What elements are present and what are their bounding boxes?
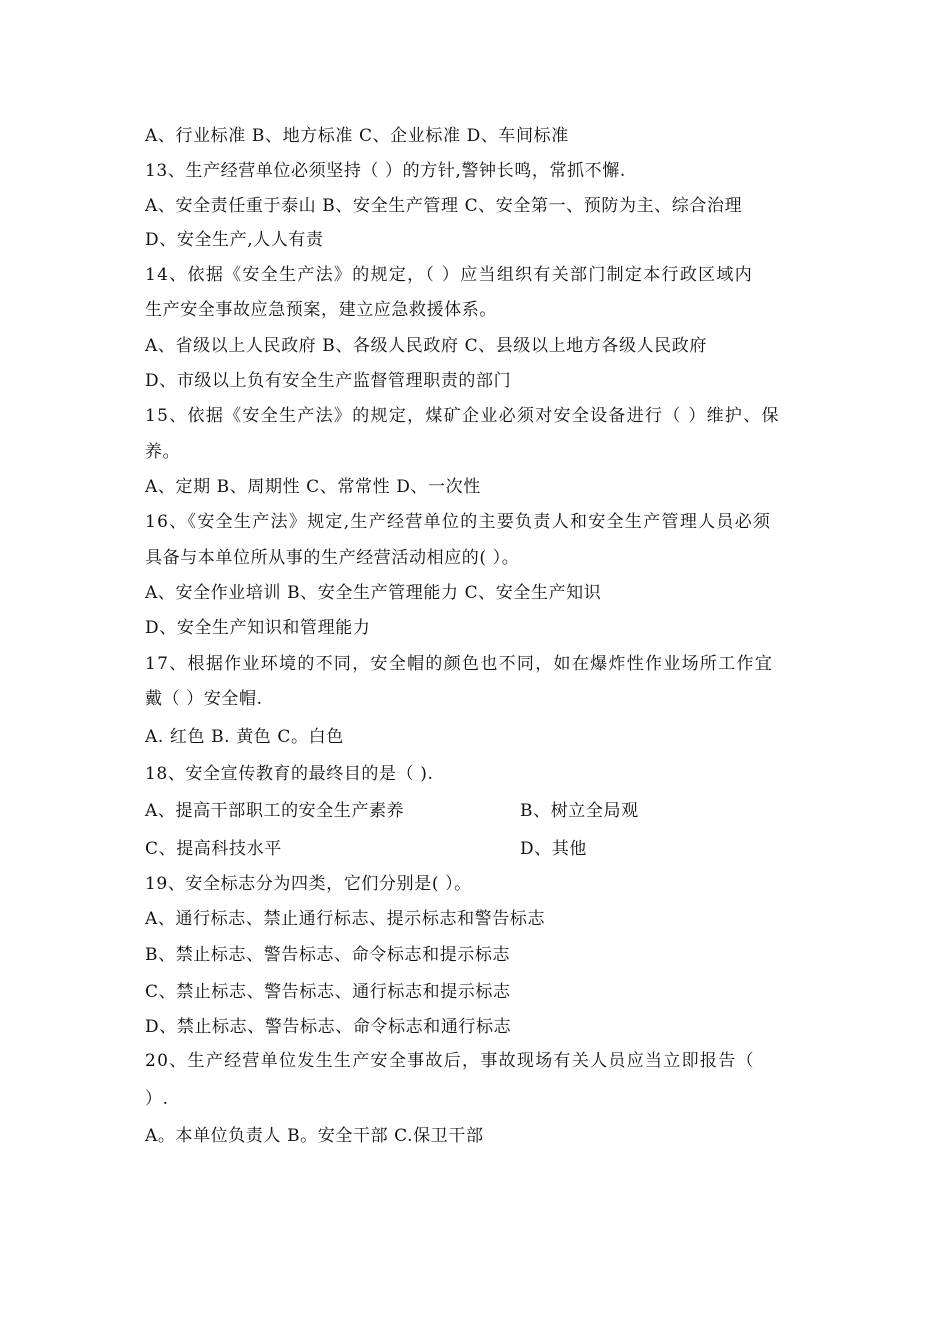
q19-option-d: D、禁止标志、警告标志、命令标志和通行标志 (145, 1017, 512, 1037)
q18-option-b: B、树立全局观 (520, 801, 639, 821)
q18-option-a: A、提高干部职工的安全生产素养 (145, 801, 405, 821)
q16-options-abc: A、安全作业培训 B、安全生产管理能力 C、安全生产知识 (145, 583, 602, 603)
q20-question: 20、生产经营单位发生生产安全事故后，事故现场有关人员应当立即报告（ (145, 1051, 755, 1071)
q18-option-d: D、其他 (520, 839, 588, 859)
q16-question: 16、《安全生产法》规定,生产经营单位的主要负责人和安全生产管理人员必须 (145, 512, 772, 532)
q20-question-cont: ）. (145, 1089, 169, 1109)
q15-options: A、定期 B、周期性 C、常常性 D、一次性 (145, 477, 481, 497)
q19-option-c: C、禁止标志、警告标志、通行标志和提示标志 (145, 982, 511, 1002)
q12-options: A、行业标准 B、地方标准 C、企业标准 D、车间标准 (145, 126, 569, 146)
q19-question: 19、安全标志分为四类，它们分别是( ）。 (145, 874, 472, 894)
q13-options-abc: A、安全责任重于泰山 B、安全生产管理 C、安全第一、预防为主、综合治理 (145, 196, 743, 216)
q17-question-cont: 戴（ ）安全帽. (145, 689, 263, 709)
q14-option-d: D、市级以上负有安全生产监督管理职责的部门 (145, 371, 512, 391)
q13-question: 13、生产经营单位必须坚持（ ）的方针,警钟长鸣，常抓不懈. (145, 161, 626, 181)
q14-question: 14、依据《安全生产法》的规定，（ ）应当组织有关部门制定本行政区域内 (145, 265, 754, 285)
q18-question: 18、安全宣传教育的最终目的是（ ). (145, 764, 434, 784)
q14-question-cont: 生产安全事故应急预案，建立应急救援体系。 (145, 300, 497, 320)
q15-question: 15、依据《安全生产法》的规定，煤矿企业必须对安全设备进行（ ）维护、保 (145, 406, 780, 426)
q14-options-abc: A、省级以上人民政府 B、各级人民政府 C、县级以上地方各级人民政府 (145, 336, 707, 356)
q16-question-cont: 具备与本单位所从事的生产经营活动相应的( ）。 (145, 548, 520, 568)
q17-question: 17、根据作业环境的不同，安全帽的颜色也不同，如在爆炸性作业场所工作宜 (145, 654, 774, 674)
q20-options: A。本单位负责人 B。安全干部 C.保卫干部 (145, 1126, 484, 1146)
q13-option-d: D、安全生产,人人有责 (145, 230, 324, 250)
q16-option-d: D、安全生产知识和管理能力 (145, 618, 371, 638)
q18-option-c: C、提高科技水平 (145, 839, 282, 859)
q19-option-b: B、禁止标志、警告标志、命令标志和提示标志 (145, 945, 511, 965)
q15-question-cont: 养。 (145, 442, 181, 462)
q17-options: A. 红色 B. 黄色 C。白色 (145, 727, 344, 747)
q19-option-a: A、通行标志、禁止通行标志、提示标志和警告标志 (145, 909, 546, 929)
